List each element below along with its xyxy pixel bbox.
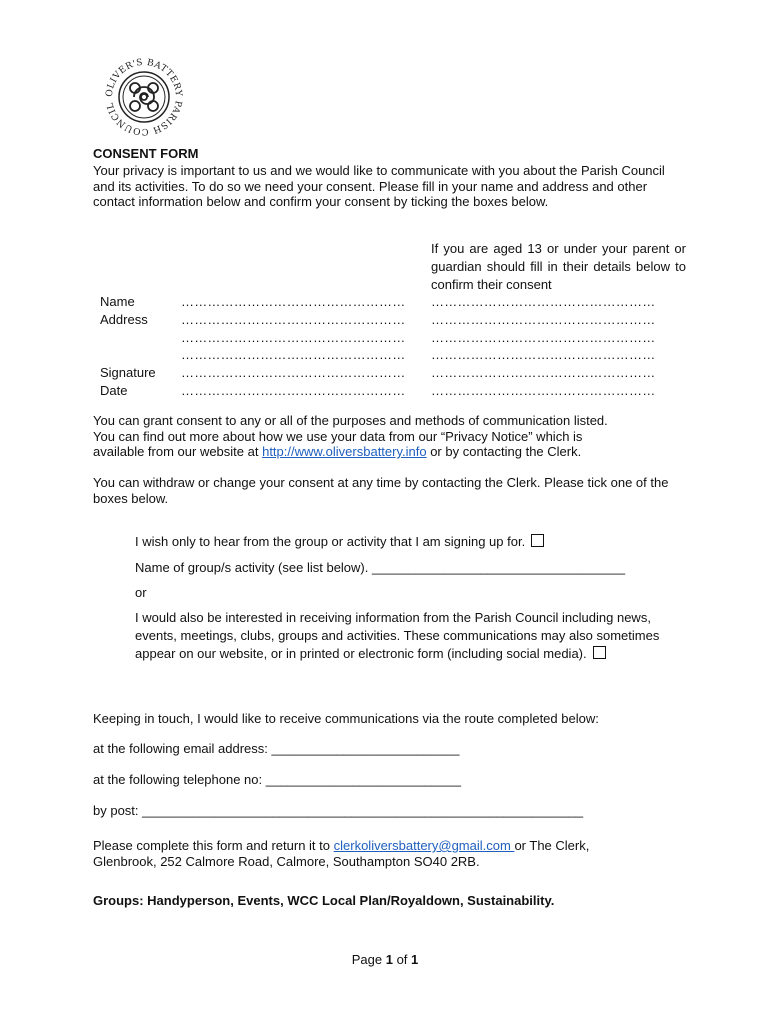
page-total: 1: [411, 952, 419, 967]
option-2-text: I would also be interested in receiving information from the Parish Council including news, events, meetings, clubs, groups and activities. These communications may also sometimes appear on our website, or in printed or electronic form (including social media).: [135, 610, 660, 661]
keeping-intro: Keeping in touch, I would like to receive communications via the route completed below:: [93, 711, 599, 726]
consent-line-1: You can grant consent to any or all of the purposes and methods of communication listed.: [93, 413, 608, 428]
option-parish-council: [135, 609, 670, 663]
page-footer: [0, 952, 770, 967]
guardian-note: If you are aged 13 or under your parent or guardian should fill in their details below to confirm their consent: [431, 241, 686, 292]
consent-line-3: [93, 444, 693, 460]
guardian-signature-field[interactable]: ……………………………………………: [431, 365, 656, 380]
post-route-field[interactable]: by post: _____________________________________________________________: [93, 803, 584, 818]
groups-list: Groups: Handyperson, Events, WCC Local Plan/Royaldown, Sustainability.: [93, 893, 555, 908]
phone-route-field[interactable]: at the following telephone no: ___________________________: [93, 772, 461, 787]
address-label: Address: [100, 312, 148, 327]
option-2-checkbox[interactable]: [593, 646, 606, 659]
option-1-checkbox[interactable]: [531, 534, 544, 547]
page-word: Page: [351, 952, 383, 967]
return-text: Please complete this form and return it to: [93, 838, 334, 853]
withdraw-paragraph: You can withdraw or change your consent at any time by contacting the Clerk. Please tick one of the boxes below.: [93, 475, 669, 506]
guardian-address-field-1[interactable]: ……………………………………………: [431, 312, 656, 327]
signature-label: Signature: [100, 365, 156, 380]
form-title: CONSENT FORM: [93, 146, 199, 161]
of-word: of: [396, 952, 408, 967]
name-field[interactable]: ……………………………………………: [181, 294, 406, 309]
clerk-email-link[interactable]: clerkoliversbattery@gmail.com: [333, 838, 515, 853]
address-field-1[interactable]: ……………………………………………: [181, 312, 406, 327]
website-link[interactable]: http://www.oliversbattery.info: [262, 444, 427, 459]
page-number: 1: [385, 952, 393, 967]
address-field-2[interactable]: ……………………………………………: [181, 330, 406, 345]
guardian-name-field[interactable]: ……………………………………………: [431, 294, 656, 309]
option-1-text: I wish only to hear from the group or activity that I am signing up for.: [135, 534, 526, 549]
group-name-label: Name of group/s activity (see list below).: [135, 560, 369, 575]
option-hear-from-group: [135, 533, 675, 551]
date-label: Date: [100, 383, 128, 398]
guardian-date-field[interactable]: ……………………………………………: [431, 383, 656, 398]
return-line-2: Glenbrook, 252 Calmore Road, Calmore, Southampton SO40 2RB.: [93, 853, 480, 869]
parish-council-seal-icon: [104, 57, 184, 137]
return-line-1: [93, 838, 693, 854]
intro-paragraph: Your privacy is important to us and we would like to communicate with you about the Parish Council and its activities. To do so we need your consent. Please fill in your name and address and other contact information below and confirm your consent by ticking the boxes below.: [93, 163, 665, 209]
signature-field[interactable]: ……………………………………………: [181, 365, 406, 380]
group-name-field[interactable]: ___________________________________: [372, 560, 626, 575]
group-name-row: [135, 559, 675, 577]
guardian-address-field-2[interactable]: ……………………………………………: [431, 330, 656, 345]
name-label: Name: [100, 294, 135, 309]
email-route-field[interactable]: at the following email address: __________________________: [93, 741, 460, 756]
guardian-address-field-3[interactable]: ……………………………………………: [431, 347, 656, 362]
return-text-end: or The Clerk,: [514, 838, 590, 853]
consent-line-3-end: or by contacting the Clerk.: [426, 444, 582, 459]
consent-line-3-text: available from our website at: [93, 444, 263, 459]
consent-line-2: You can find out more about how we use your data from our “Privacy Notice” which is: [93, 428, 583, 444]
consent-paragraph: [93, 413, 693, 460]
address-field-3[interactable]: ……………………………………………: [181, 347, 406, 362]
svg-text:OLIVER'S BATTERY PARISH COUNCI: OLIVER'S BATTERY PARISH COUNCIL: [104, 57, 184, 137]
or-label: or: [135, 585, 147, 600]
date-field[interactable]: ……………………………………………: [181, 383, 406, 398]
return-paragraph: [93, 838, 693, 869]
